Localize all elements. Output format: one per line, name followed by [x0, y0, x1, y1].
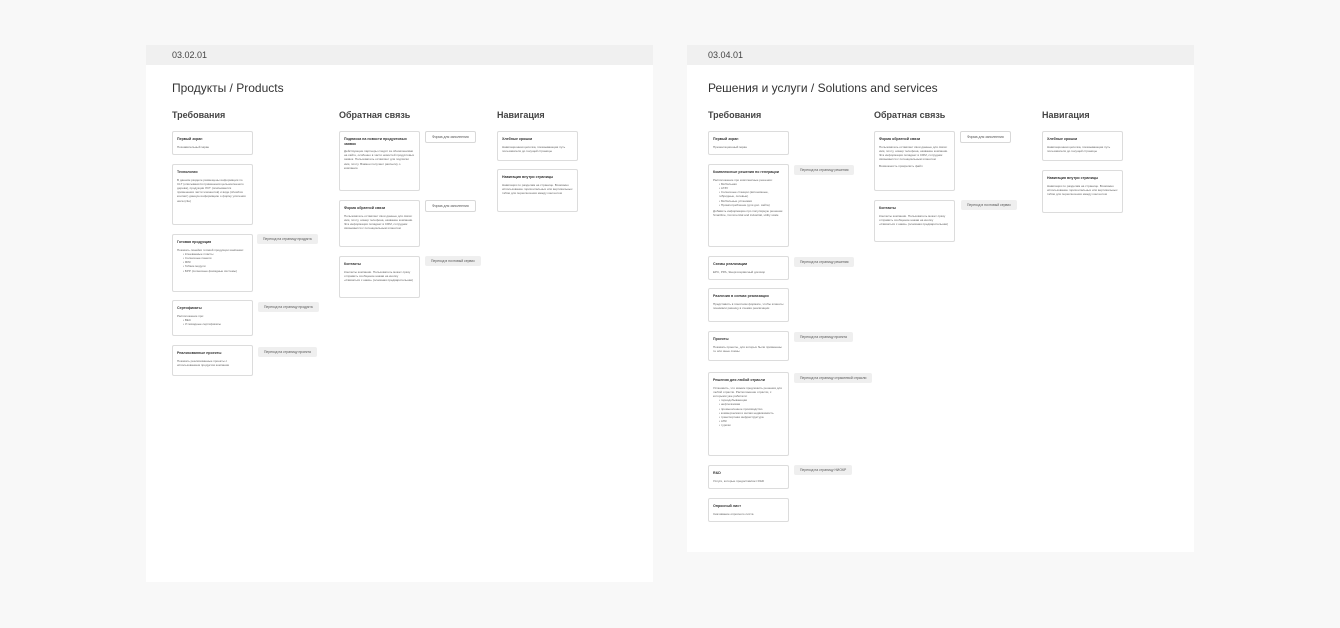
card-industry-solutions[interactable] — [708, 372, 789, 456]
card-complex-solutions[interactable] — [708, 164, 789, 247]
list-item: • горнодобывающая — [719, 398, 784, 402]
card-feedback-form[interactable] — [874, 131, 955, 191]
card-breadcrumbs[interactable] — [1042, 131, 1123, 161]
panel-code: 03.04.01 — [687, 45, 1194, 65]
link-product-page[interactable]: Переход на страницу продукта — [258, 302, 319, 312]
card-text: Показать линейки готовой продукции компании: — [177, 247, 244, 252]
card-list — [713, 182, 784, 207]
form-fill-button[interactable]: Форма для заполнения — [960, 131, 1011, 143]
card-list — [177, 252, 248, 273]
list-item: • туризм — [719, 423, 784, 427]
card-rnd[interactable] — [708, 465, 789, 489]
form-fill-button[interactable]: Форма для заполнения — [425, 200, 476, 212]
card-text: Пользователь оставляет свои данные для связи: имя, почту, номер телефона, название компании. Эта информация попадает в CRM, сотрудник связывается с потенциальным клиентом — [879, 144, 949, 162]
card-title: Различия в схемах реализации — [713, 294, 769, 298]
page-title: Решения и услуги / Solutions and services — [708, 81, 938, 95]
link-industry-page[interactable]: Переход на страницу отраслевой отрасли — [794, 373, 872, 383]
card-first-screen[interactable] — [708, 131, 789, 155]
card-first-screen[interactable] — [172, 131, 253, 155]
list-item: • Солнечные станции (автономные, гибридные, сетевые) — [719, 190, 784, 198]
card-text: В данном разделе размещены информация по CLT (описываются применения цельноклееного дерева), продукции ЛСТ (описываются применения части элементов) и виде (showbox контакт) данную информацию о форму усиления ниса (cite) — [177, 177, 246, 203]
column-title-requirements: Требования — [172, 110, 226, 120]
list-item: • ВЕС — [183, 318, 248, 322]
list-item: • АПК — [719, 419, 784, 423]
card-title: Сертификаты — [177, 306, 202, 310]
list-item: • БРР (солнечные фасадные системы) — [183, 269, 248, 273]
card-text: Навигация по разделам на странице. Возможно использование горизонтальных или вертикальных табов для переключения между контентом — [502, 182, 573, 195]
card-text: Показать реализованные проекты с использованием продуктов компании — [177, 358, 230, 367]
card-text: Навигационная цепочка, показывающая путь пользователя до текущей страницы — [502, 144, 566, 153]
card-text: Представить в понятном формате, чтобы клиенты понимали разницу в схемах реализации — [713, 301, 784, 310]
card-text: Контакты компании. Пользователь может сразу отправить сообщение нажав на кнопку «Связаться с нами» (основная предварительная) — [879, 213, 949, 226]
card-title: Навигация внутри страницы — [502, 175, 554, 179]
link-mail-service[interactable]: Переход в почтовый сервис — [425, 256, 481, 266]
card-list — [713, 398, 784, 427]
panel-solutions — [687, 45, 1194, 552]
card-contacts[interactable] — [339, 256, 420, 298]
list-item: • ФЛК — [183, 260, 248, 264]
card-title: Навигация внутри страницы — [1047, 176, 1099, 180]
card-certificates[interactable] — [172, 300, 253, 336]
link-project-page[interactable]: Переход на страницу проекта — [794, 332, 853, 342]
link-rnd-page[interactable]: Переход на страницу НИОКР — [794, 465, 852, 475]
list-item: • АГЗУ — [719, 186, 784, 190]
card-title: Первый экран — [177, 137, 203, 141]
card-text: Действующие партнеры следят за обновлениями на сайте, особенно в части новостей продуктовых заявок. Пользователь оставляет для подписки имя, почту. Взамен получает рассылку о компании. — [344, 149, 415, 170]
column-title-requirements: Требования — [708, 110, 762, 120]
page-title: Продукты / Products — [172, 81, 284, 95]
card-title: Схемы реализации — [713, 262, 748, 266]
list-item: • Солнечные панели — [183, 256, 248, 260]
card-title: Технологии — [177, 170, 198, 174]
card-title: R&D — [713, 471, 721, 475]
card-title: Форма обратной связи — [879, 137, 921, 141]
list-item: • транспортная инфраструктура — [719, 415, 784, 419]
card-title: Хлебные крошки — [1047, 137, 1078, 141]
card-subscription[interactable] — [339, 131, 420, 191]
card-title: Контакты — [344, 262, 361, 266]
card-title: Форма обратной связи — [344, 206, 386, 210]
column-title-feedback: Обратная связь — [339, 110, 411, 120]
list-item: • коммерческая и жилая недвижимость — [719, 411, 784, 415]
card-text-extra: Добавить информацию про популярную решение: Smartline, Commercial and industrial, utility scale — [713, 208, 784, 218]
card-ready-products[interactable] — [172, 234, 253, 292]
card-text: EPC, PPA, Энергосервисный договор — [713, 269, 766, 274]
list-item: • нефтегазовая — [719, 402, 784, 406]
link-solution-page[interactable]: Переход на страницу решения — [794, 165, 854, 175]
card-title: Реализованные проекты — [177, 351, 222, 355]
card-breadcrumbs[interactable] — [497, 131, 578, 161]
card-title: Первый экран — [713, 137, 739, 141]
card-questionnaire[interactable] — [708, 498, 789, 522]
column-title-navigation: Навигация — [1042, 110, 1090, 120]
card-title: Решения для любой отрасли — [713, 378, 765, 382]
list-item: • Мобильная — [719, 182, 784, 186]
card-title: Контакты — [879, 206, 896, 210]
card-text: Установить, что можем предложить решения для любой отрасли. Расположение отрасли, с которыми уже работали: — [713, 385, 782, 398]
card-text: Навигационная цепочка, показывающая путь пользователя до текущей страницы — [1047, 144, 1111, 153]
card-feedback-form[interactable] — [339, 200, 420, 247]
card-text: Контакты компании. Пользователь может сразу отправить сообщение нажав на кнопку «Связаться с нами» (основная предварительная) — [344, 269, 414, 282]
card-text-extra: Возможность прикрепить файл — [879, 164, 923, 169]
panel-code: 03.02.01 — [146, 45, 653, 65]
column-title-navigation: Навигация — [497, 110, 545, 120]
card-text: Расположение про комплексные решения: — [713, 177, 773, 182]
card-technologies[interactable] — [172, 164, 253, 225]
card-text: Презентационный экран — [713, 144, 747, 149]
card-scheme-differences[interactable] — [708, 288, 789, 322]
card-text: Скачивание опросного листа — [713, 511, 754, 516]
list-item: • промышленное производство — [719, 407, 784, 411]
link-project-page[interactable]: Переход на страницу проекта — [258, 347, 317, 357]
card-title: Готовая продукция — [177, 240, 212, 244]
card-implementation-schemes[interactable] — [708, 256, 789, 280]
card-in-page-navigation[interactable] — [497, 169, 578, 212]
list-item: • Клееваемые пласты — [183, 252, 248, 256]
card-title: Комплексные решения по генерации — [713, 170, 779, 174]
card-in-page-navigation[interactable] — [1042, 170, 1123, 213]
link-mail-service[interactable]: Переход в почтовый сервис — [961, 200, 1017, 210]
card-title: Опросный лист — [713, 504, 742, 508]
card-title: Хлебные крошки — [502, 137, 533, 141]
card-contacts[interactable] — [874, 200, 955, 242]
card-title: Подписка на новости продуктовых заявок — [344, 137, 407, 146]
panel-products — [146, 45, 653, 582]
list-item: • Угловидные сертификаты — [183, 322, 248, 326]
card-list — [177, 318, 248, 326]
card-text: Показать проекты, для которых были применены те или иные схемы — [713, 344, 782, 353]
card-title: Проекты — [713, 337, 729, 341]
link-product-page[interactable]: Переход на страницу продукта — [257, 234, 318, 244]
link-solution-page[interactable]: Переход на страницу решения — [794, 257, 854, 267]
card-text: Расположение про: — [177, 313, 205, 318]
list-item: • Гибкие модули — [183, 264, 248, 268]
card-text: Познавательный экран — [177, 144, 210, 149]
form-fill-button[interactable]: Форма для заполнения — [425, 131, 476, 143]
card-text: Пользователь оставляет свои данные для связи: имя, почту, номер телефона, название компании. Эта информация попадает в CRM, сотрудник связывается с потенциальным клиентом — [344, 213, 414, 231]
card-projects[interactable] — [172, 345, 253, 376]
list-item: • Промпотребление (для доп. сайта) — [719, 203, 784, 207]
card-projects[interactable] — [708, 331, 789, 361]
column-title-feedback: Обратная связь — [874, 110, 946, 120]
card-text: Услуги, которые предоставляет R&D — [713, 478, 765, 483]
card-text: Навигация по разделам на странице. Возможно использование горизонтальных или вертикальных табов для переключения между контентом — [1047, 183, 1118, 196]
list-item: • Мобильные установки — [719, 199, 784, 203]
